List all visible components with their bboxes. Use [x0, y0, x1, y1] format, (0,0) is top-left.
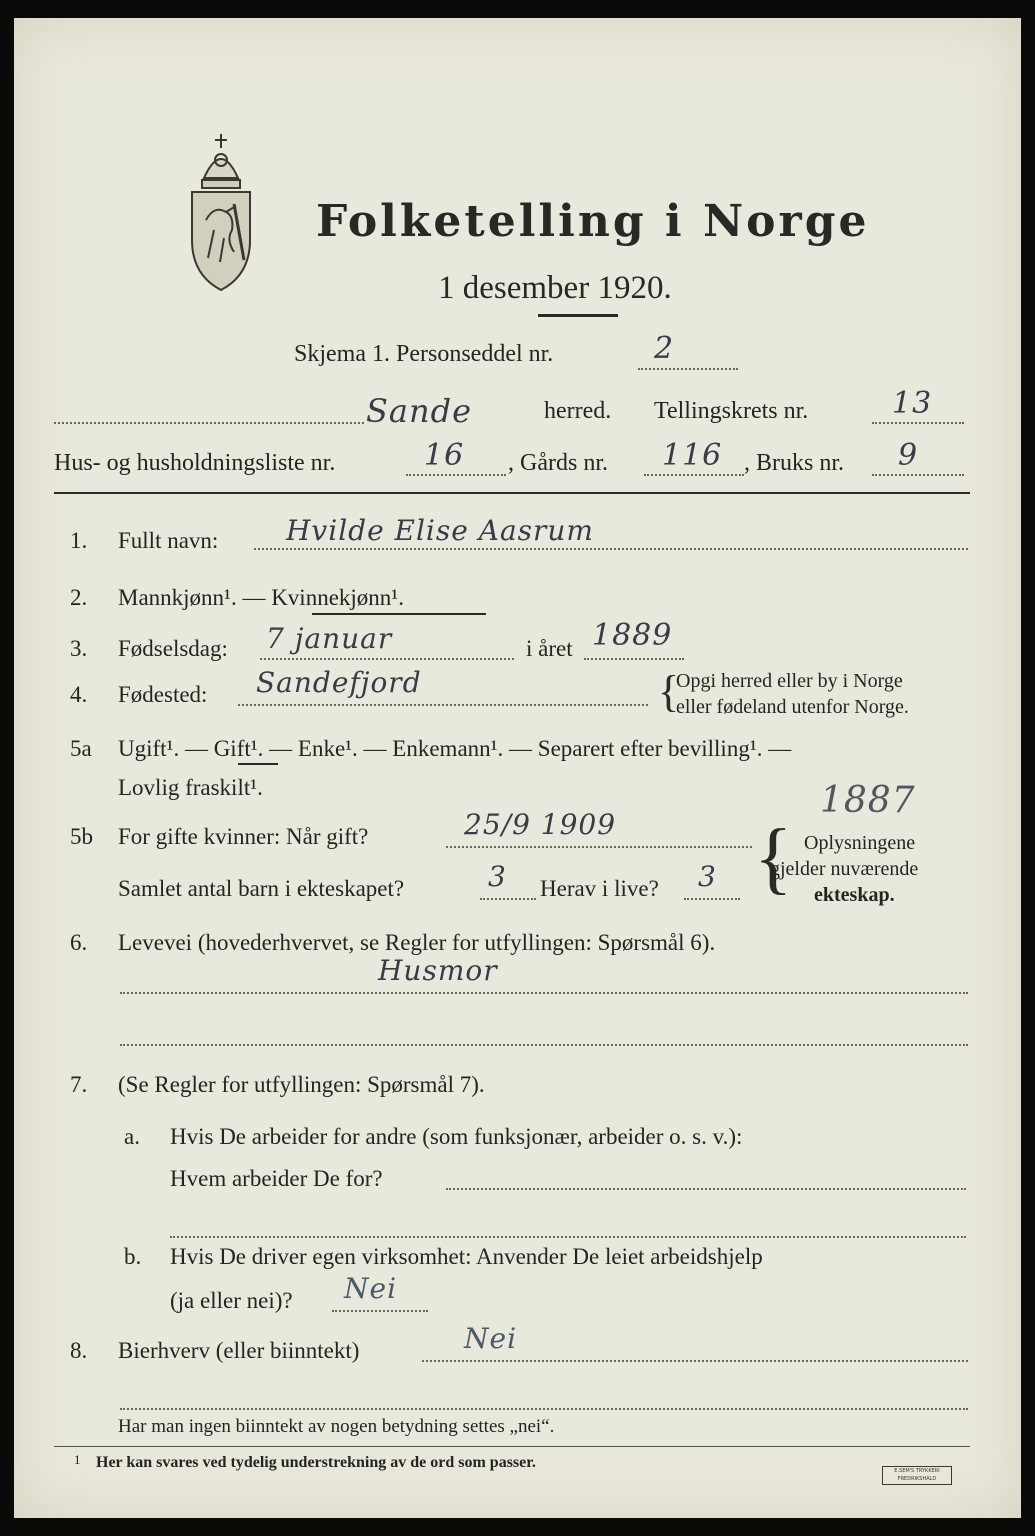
herred-leader [54, 422, 364, 424]
alive-label: Herav i live? [540, 876, 659, 901]
q6-number: 6. [70, 930, 88, 955]
no-income-note: Har man ingen biinntekt av nogen betydning settes „nei“. [118, 1416, 555, 1437]
birthplace-value: Sandefjord [256, 666, 422, 699]
husliste-nr-value: 16 [424, 438, 465, 473]
herred-label: herred. [544, 398, 612, 424]
married-date-field [446, 846, 752, 848]
q5b-number: 5b [70, 824, 93, 849]
marital-options-2: Lovlig fraskilt¹. [118, 775, 263, 800]
alive-count-value: 3 [698, 860, 717, 893]
q1-label: Fullt navn: [118, 528, 219, 553]
marriage-note-2: gjelder nuværende [770, 858, 919, 880]
herred-value: Sande [366, 392, 473, 430]
hired-help-field [332, 1310, 428, 1312]
header-rule [54, 492, 970, 494]
q7b-hired-help-label: (ja eller nei)? [170, 1288, 293, 1313]
marital-underline [238, 763, 278, 765]
q3-label: Fødselsdag: [118, 636, 228, 661]
gards-nr-field [644, 474, 744, 476]
birthplace-brace: { [658, 667, 680, 716]
q7-label: (Se Regler for utfyllingen: Spørsmål 7). [118, 1072, 485, 1097]
footnote-text: Her kan svares ved tydelig understrekning av de ord som passer. [96, 1454, 536, 1471]
bruks-nr-field [872, 474, 964, 476]
birthday-field [260, 658, 514, 660]
marriage-note-1: Oplysningene [804, 832, 916, 854]
marriage-note-3: ekteskap. [814, 884, 895, 906]
tellingskrets-nr-field [872, 422, 964, 424]
q3-number: 3. [70, 636, 88, 661]
side-income-field-2 [120, 1408, 968, 1410]
married-date-value: 25/9 1909 [464, 808, 617, 841]
tellingskrets-label: Tellingskrets nr. [654, 398, 809, 424]
year-label: i året [526, 636, 573, 661]
census-form [14, 18, 1021, 1518]
q5a-number: 5a [70, 736, 92, 761]
occupation-label: Levevei (hovederhvervet, se Regler for utfyllingen: Spørsmål 6). [118, 930, 716, 955]
personseddel-nr-value: 2 [654, 331, 675, 366]
husliste-nr-field [406, 474, 506, 476]
side-income-label: Bierhverv (eller biinntekt) [118, 1338, 360, 1363]
q7a-employer-label: Hvem arbeider De for? [170, 1166, 383, 1191]
occupation-field-2 [120, 1044, 968, 1046]
q7a-question: Hvis De arbeider for andre (som funksjonær, arbeider o. s. v.): [170, 1124, 743, 1149]
q7a-letter: a. [124, 1124, 140, 1149]
children-count-field [480, 898, 536, 900]
sex-underline [312, 613, 486, 615]
coat-of-arms-icon [174, 130, 269, 295]
full-name-value: Hvilde Elise Aasrum [286, 514, 594, 547]
census-date: 1 desember 1920. [438, 270, 672, 306]
birth-year-value: 1889 [592, 618, 673, 653]
marital-options: Ugift¹. — Gift¹. — Enke¹. — Enkemann¹. — Separert efter bevilling¹. — [118, 736, 792, 761]
birthday-value: 7 januar [266, 622, 393, 655]
birth-year-field [584, 658, 684, 660]
sex-options: Mannkjønn¹. — Kvinnekjønn¹. [118, 585, 404, 610]
children-label: Samlet antal barn i ekteskapet? [118, 876, 405, 901]
birthplace-note-1: Opgi herred eller by i Norge [676, 670, 903, 692]
husliste-label: Hus- og husholdningsliste nr. [54, 450, 336, 476]
children-count-value: 3 [488, 860, 507, 893]
footer-rule [54, 1446, 970, 1447]
full-name-field [254, 548, 968, 550]
q7b-letter: b. [124, 1244, 142, 1269]
married-when-label: For gifte kvinner: Når gift? [118, 824, 369, 849]
gards-nr-value: 116 [662, 438, 723, 473]
footnote-mark: 1 [74, 1452, 81, 1467]
q7b-question: Hvis De driver egen virksomhet: Anvender De leiet arbeidshjelp [170, 1244, 763, 1269]
printer-stamp: E.SEM'S TRYKKERI FREDRIKSHALD [882, 1466, 952, 1485]
q8-number: 8. [70, 1338, 88, 1363]
title-divider [538, 314, 618, 317]
q7-number: 7. [70, 1072, 88, 1097]
skjema-label: Skjema 1. Personseddel nr. [294, 341, 554, 367]
tellingskrets-nr-value: 13 [892, 386, 933, 421]
alive-count-field [684, 898, 740, 900]
bruks-nr-value: 9 [898, 438, 919, 473]
gards-label: , Gårds nr. [508, 450, 608, 476]
q2-number: 2. [70, 585, 88, 610]
birthplace-field [238, 704, 648, 706]
side-income-field-1 [422, 1360, 968, 1362]
side-income-value: Nei [464, 1322, 518, 1355]
margin-note-year: 1887 [820, 780, 916, 821]
occupation-field-1 [120, 992, 968, 994]
bruks-label: , Bruks nr. [744, 450, 845, 476]
hired-help-value: Nei [344, 1272, 398, 1305]
form-title: Folketelling i Norge [316, 196, 870, 247]
q4-number: 4. [70, 682, 88, 707]
q4-label: Fødested: [118, 682, 208, 707]
birthplace-note-2: eller fødeland utenfor Norge. [676, 696, 909, 718]
employer-field-2 [170, 1236, 966, 1238]
occupation-value: Husmor [378, 954, 498, 987]
employer-field-1 [446, 1188, 966, 1190]
q1-number: 1. [70, 528, 88, 553]
personseddel-nr-field [638, 368, 738, 370]
marriage-brace: { [754, 814, 793, 902]
